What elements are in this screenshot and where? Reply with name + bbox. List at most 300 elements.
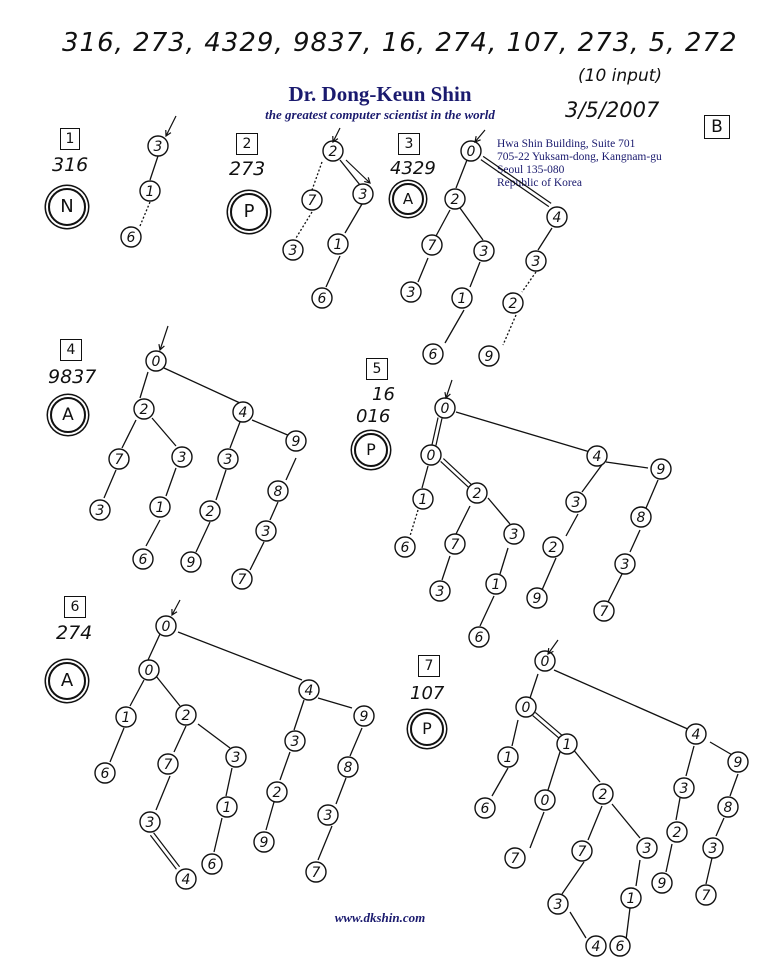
trie-node-3 (140, 812, 160, 832)
step-result: A (392, 183, 424, 215)
svg-text:1: 1 (222, 800, 232, 816)
trie-node-6 (395, 537, 415, 557)
trie-node-3 (218, 449, 238, 469)
trie-edge (588, 806, 602, 840)
svg-text:6: 6 (428, 347, 438, 363)
trie-node-9 (728, 752, 748, 772)
svg-text:9: 9 (186, 555, 196, 571)
trie-node-7 (302, 190, 322, 210)
svg-text:9: 9 (484, 349, 494, 365)
trie-node-9 (354, 706, 374, 726)
step-input: 316 (52, 154, 89, 176)
insert-path-edge (154, 833, 180, 867)
address-line: Republic of Korea (497, 177, 582, 189)
trie-node-2 (267, 782, 287, 802)
svg-text:2: 2 (508, 296, 518, 312)
trie-edge (336, 778, 346, 804)
trie-node-3 (318, 805, 338, 825)
svg-text:2: 2 (272, 785, 282, 801)
trie-node-3 (256, 521, 276, 541)
trie-node-2 (445, 189, 465, 209)
trie-node-3 (430, 581, 450, 601)
trie-edge (410, 510, 418, 536)
svg-text:2: 2 (139, 402, 149, 418)
svg-text:0: 0 (440, 401, 450, 417)
svg-text:2: 2 (328, 144, 338, 160)
trie-edge (548, 752, 560, 790)
svg-text:4: 4 (691, 727, 701, 743)
svg-text:7: 7 (114, 452, 124, 468)
trie-edge (230, 422, 240, 448)
svg-text:3: 3 (642, 841, 652, 857)
svg-text:2: 2 (598, 787, 608, 803)
root-pointer-arrow (333, 128, 340, 142)
root-pointer-arrow (475, 130, 485, 142)
trie-edge (566, 514, 578, 536)
svg-text:3: 3 (406, 285, 416, 301)
svg-text:6: 6 (474, 630, 484, 646)
svg-text:6: 6 (207, 857, 217, 873)
step-number: 1 (60, 128, 80, 150)
trie-edge (456, 160, 467, 188)
trie-edge (538, 228, 552, 250)
trie-node-7 (572, 841, 592, 861)
trie-node-9 (254, 832, 274, 852)
step-number: 3 (398, 133, 420, 155)
trie-node-6 (312, 288, 332, 308)
step-input: 9837 (48, 366, 97, 388)
letterhead-tagline: the greatest computer scientist in the world (265, 107, 495, 122)
trie-edge (460, 208, 483, 240)
svg-text:3: 3 (708, 841, 718, 857)
trie-node-0 (139, 660, 159, 680)
trie-node-8 (338, 757, 358, 777)
root-pointer-arrow (172, 600, 180, 615)
trie-edge (198, 724, 230, 748)
trie-node-4 (176, 869, 196, 889)
svg-text:0: 0 (161, 619, 171, 635)
trie-edge (296, 212, 312, 238)
trie-node-3 (548, 894, 568, 914)
trie-node-0 (156, 616, 176, 636)
trie-node-2 (176, 705, 196, 725)
step-result: P (354, 433, 388, 467)
insert-path-edge (533, 716, 561, 740)
trie-edge (666, 844, 672, 872)
trie-node-3 (637, 838, 657, 858)
trie-edge (612, 804, 640, 838)
svg-text:3: 3 (223, 452, 233, 468)
trie-node-3 (401, 282, 421, 302)
trie-edge (350, 728, 362, 756)
address-line: Seoul 135-080 (497, 164, 565, 176)
svg-text:2: 2 (181, 708, 191, 724)
svg-text:3: 3 (571, 495, 581, 511)
trie-node-6 (423, 344, 443, 364)
trie-edge (646, 480, 658, 508)
step-number: 6 (64, 596, 86, 618)
trie-edge (226, 768, 232, 796)
trie-edge (250, 542, 264, 570)
trie-edge (630, 530, 640, 552)
trie-edge (140, 372, 148, 398)
svg-text:7: 7 (701, 888, 711, 904)
step-result: A (50, 397, 86, 433)
trie-edge (318, 698, 352, 708)
insert-path-edge (481, 160, 549, 207)
trie-node-6 (133, 549, 153, 569)
address-line: Hwa Shin Building, Suite 701 (497, 138, 636, 150)
step-result: N (48, 188, 86, 226)
trie-edge (492, 768, 508, 796)
insert-path-edge (441, 461, 469, 487)
trie-edge (312, 162, 322, 190)
trie-node-3 (474, 241, 494, 261)
trie-edge (456, 506, 470, 534)
svg-text:6: 6 (400, 540, 410, 556)
trie-node-6 (475, 798, 495, 818)
insert-path-edge (483, 156, 551, 203)
trie-edge (716, 818, 724, 836)
svg-text:3: 3 (620, 557, 630, 573)
trie-node-0 (516, 697, 536, 717)
trie-edge (150, 156, 158, 180)
trie-node-3 (285, 731, 305, 751)
trie-node-6 (95, 763, 115, 783)
step-input: 4329 (390, 158, 436, 179)
trie-edge (252, 420, 290, 436)
trie-edge (318, 826, 332, 860)
svg-text:3: 3 (145, 815, 155, 831)
trie-edge (156, 776, 170, 810)
trie-node-1 (328, 234, 348, 254)
svg-text:3: 3 (531, 254, 541, 270)
svg-text:7: 7 (163, 757, 173, 773)
svg-text:2: 2 (205, 504, 215, 520)
svg-text:4: 4 (304, 683, 314, 699)
trie-node-2 (543, 537, 563, 557)
letterhead-name: Dr. Dong-Keun Shin (288, 82, 472, 106)
svg-text:6: 6 (100, 766, 110, 782)
svg-text:2: 2 (548, 540, 558, 556)
svg-text:2: 2 (472, 486, 482, 502)
trie-edge (488, 498, 510, 524)
trie-node-7 (422, 235, 442, 255)
svg-text:3: 3 (323, 808, 333, 824)
trie-node-3 (283, 240, 303, 260)
trie-node-3 (353, 184, 373, 204)
trie-edge (196, 522, 210, 552)
date: 3/5/2007 (565, 98, 660, 122)
svg-text:8: 8 (273, 484, 283, 500)
step-result: P (230, 193, 268, 231)
trie-node-9 (651, 459, 671, 479)
trie-node-3 (703, 838, 723, 858)
svg-text:8: 8 (636, 510, 646, 526)
trie-edge (442, 556, 450, 580)
trie-edge (500, 548, 508, 574)
svg-text:1: 1 (503, 750, 513, 766)
trie-edge (422, 466, 428, 488)
trie-node-1 (452, 288, 472, 308)
svg-text:3: 3 (479, 244, 489, 260)
trie-node-0 (146, 351, 166, 371)
step-result: A (48, 662, 86, 700)
trie-edge (326, 256, 340, 287)
trie-edge (542, 558, 556, 590)
step-number: 7 (418, 655, 440, 677)
trie-node-4 (233, 402, 253, 422)
trie-edge (570, 912, 586, 938)
trie-edge (582, 462, 604, 492)
trie-edge (480, 596, 494, 626)
website: www.dkshin.com (334, 910, 426, 925)
step-input: 107 (410, 683, 445, 704)
trie-node-0 (435, 398, 455, 418)
trie-node-2 (667, 822, 687, 842)
trie-edge (174, 726, 186, 752)
svg-text:1: 1 (121, 710, 131, 726)
trie-node-3 (526, 251, 546, 271)
trie-edge (530, 674, 538, 698)
address-line: 705-22 Yuksam-dong, Kangnam-gu (497, 151, 662, 163)
trie-node-0 (461, 141, 481, 161)
trie-node-1 (413, 489, 433, 509)
svg-text:0: 0 (466, 144, 476, 160)
svg-text:1: 1 (418, 492, 428, 508)
trie-node-6 (202, 854, 222, 874)
svg-text:9: 9 (733, 755, 743, 771)
svg-text:3: 3 (261, 524, 271, 540)
svg-text:4: 4 (592, 449, 602, 465)
trie-edge (730, 774, 738, 796)
svg-text:8: 8 (723, 800, 733, 816)
svg-text:4: 4 (552, 210, 562, 226)
svg-text:7: 7 (599, 604, 609, 620)
trie-node-1 (217, 797, 237, 817)
trie-node-3 (226, 747, 246, 767)
trie-node-9 (652, 873, 672, 893)
trie-node-7 (158, 754, 178, 774)
svg-text:6: 6 (126, 230, 136, 246)
trie-node-9 (286, 431, 306, 451)
trie-node-4 (686, 724, 706, 744)
trie-edge (122, 420, 136, 448)
trie-edge (156, 676, 180, 706)
svg-text:7: 7 (450, 537, 460, 553)
svg-text:3: 3 (95, 503, 105, 519)
svg-text:7: 7 (307, 193, 317, 209)
trie-edge (140, 202, 150, 226)
trie-node-9 (479, 346, 499, 366)
svg-text:1: 1 (333, 237, 343, 253)
svg-text:9: 9 (532, 591, 542, 607)
insert-path-edge (443, 459, 471, 485)
svg-text:2: 2 (450, 192, 460, 208)
trie-edge (512, 720, 518, 746)
svg-text:6: 6 (480, 801, 490, 817)
svg-text:3: 3 (153, 139, 163, 155)
trie-node-2 (200, 501, 220, 521)
trie-edge (286, 458, 296, 480)
svg-text:7: 7 (311, 865, 321, 881)
trie-edge (710, 742, 734, 756)
trie-edge (345, 204, 362, 233)
svg-text:0: 0 (151, 354, 161, 370)
svg-text:8: 8 (343, 760, 353, 776)
svg-text:6: 6 (615, 939, 625, 955)
trie-edge (436, 210, 450, 236)
svg-text:6: 6 (138, 552, 148, 568)
svg-text:0: 0 (540, 654, 550, 670)
input-count-note: (10 input) (578, 66, 663, 86)
trie-edge (164, 368, 240, 403)
trie-node-7 (594, 601, 614, 621)
trie-edge (530, 812, 544, 848)
trie-edge (626, 908, 630, 940)
trie-edge (522, 272, 536, 292)
svg-text:0: 0 (521, 700, 531, 716)
trie-node-7 (505, 848, 525, 868)
trie-node-2 (323, 141, 343, 161)
trie-edge (636, 860, 640, 886)
trie-node-4 (547, 207, 567, 227)
trie-node-1 (140, 181, 160, 201)
trie-edge (130, 680, 144, 706)
trie-edge (554, 670, 690, 730)
step-input: 273 (229, 158, 266, 180)
svg-text:9: 9 (259, 835, 269, 851)
trie-edge (166, 468, 176, 496)
trie-node-7 (306, 862, 326, 882)
svg-text:1: 1 (562, 737, 572, 753)
svg-text:7: 7 (237, 572, 247, 588)
trie-node-7 (109, 449, 129, 469)
trie-node-7 (232, 569, 252, 589)
svg-text:1: 1 (491, 577, 501, 593)
svg-text:1: 1 (155, 500, 165, 516)
step-number: 2 (236, 133, 258, 155)
svg-text:0: 0 (426, 448, 436, 464)
svg-text:3: 3 (288, 243, 298, 259)
trie-edge (706, 858, 712, 884)
trie-edge (104, 470, 116, 498)
svg-text:3: 3 (231, 750, 241, 766)
step-input: 274 (56, 622, 93, 644)
step-input: 16 (372, 384, 395, 405)
svg-text:9: 9 (657, 876, 667, 892)
trie-edge (214, 818, 222, 852)
trie-node-2 (593, 784, 613, 804)
trie-node-1 (150, 497, 170, 517)
trie-node-1 (498, 747, 518, 767)
svg-text:7: 7 (577, 844, 587, 860)
svg-text:0: 0 (540, 793, 550, 809)
trie-edge (178, 632, 302, 680)
svg-text:3: 3 (679, 781, 689, 797)
step-number: 5 (366, 358, 388, 380)
trie-edge (445, 310, 464, 343)
trie-node-1 (486, 574, 506, 594)
trie-node-4 (299, 680, 319, 700)
svg-text:3: 3 (290, 734, 300, 750)
root-pointer-arrow (445, 380, 452, 398)
trie-node-1 (557, 734, 577, 754)
trie-node-3 (566, 492, 586, 512)
trie-edge (572, 748, 600, 782)
insert-path-edge (535, 712, 563, 736)
trie-edge (418, 258, 428, 282)
svg-text:9: 9 (656, 462, 666, 478)
svg-text:7: 7 (510, 851, 520, 867)
trie-edge (606, 462, 648, 468)
trie-node-3 (90, 500, 110, 520)
root-pointer-arrow (166, 116, 176, 136)
svg-text:3: 3 (509, 527, 519, 543)
trie-node-9 (527, 588, 547, 608)
svg-text:1: 1 (145, 184, 155, 200)
svg-text:9: 9 (291, 434, 301, 450)
trie-edge (216, 470, 226, 500)
trie-node-6 (121, 227, 141, 247)
svg-text:1: 1 (457, 291, 467, 307)
trie-node-6 (469, 627, 489, 647)
trie-node-3 (674, 778, 694, 798)
trie-node-3 (615, 554, 635, 574)
step-result: P (410, 712, 444, 746)
svg-text:1: 1 (626, 891, 636, 907)
trie-node-0 (535, 790, 555, 810)
svg-text:2: 2 (672, 825, 682, 841)
trie-node-3 (504, 524, 524, 544)
trie-edge (503, 315, 516, 345)
trie-edge (608, 574, 622, 602)
trie-edge (280, 752, 290, 780)
trie-edge (294, 700, 304, 730)
svg-text:4: 4 (238, 405, 248, 421)
svg-text:4: 4 (181, 872, 191, 888)
trie-node-3 (148, 136, 168, 156)
trie-edge (470, 262, 480, 287)
trie-edge (676, 798, 680, 820)
svg-text:7: 7 (427, 238, 437, 254)
trie-node-1 (621, 888, 641, 908)
trie-node-2 (467, 483, 487, 503)
trie-node-8 (268, 481, 288, 501)
svg-text:3: 3 (553, 897, 563, 913)
svg-text:3: 3 (358, 187, 368, 203)
trie-node-9 (181, 552, 201, 572)
step-number: 4 (60, 339, 82, 361)
trie-edge (270, 502, 278, 520)
root-pointer-arrow (548, 640, 558, 654)
trie-node-1 (116, 707, 136, 727)
trie-node-0 (421, 445, 441, 465)
svg-text:6: 6 (317, 291, 327, 307)
trie-node-7 (445, 534, 465, 554)
trie-edge (562, 862, 584, 894)
trie-edge (456, 412, 590, 452)
trie-edge (152, 418, 176, 446)
trie-node-3 (172, 447, 192, 467)
trie-edge (110, 728, 124, 762)
trie-node-8 (631, 507, 651, 527)
step-input-padded: 016 (356, 406, 391, 427)
root-pointer-arrow (159, 326, 168, 350)
trie-edge (266, 802, 274, 830)
svg-text:4: 4 (591, 939, 601, 955)
svg-text:3: 3 (177, 450, 187, 466)
